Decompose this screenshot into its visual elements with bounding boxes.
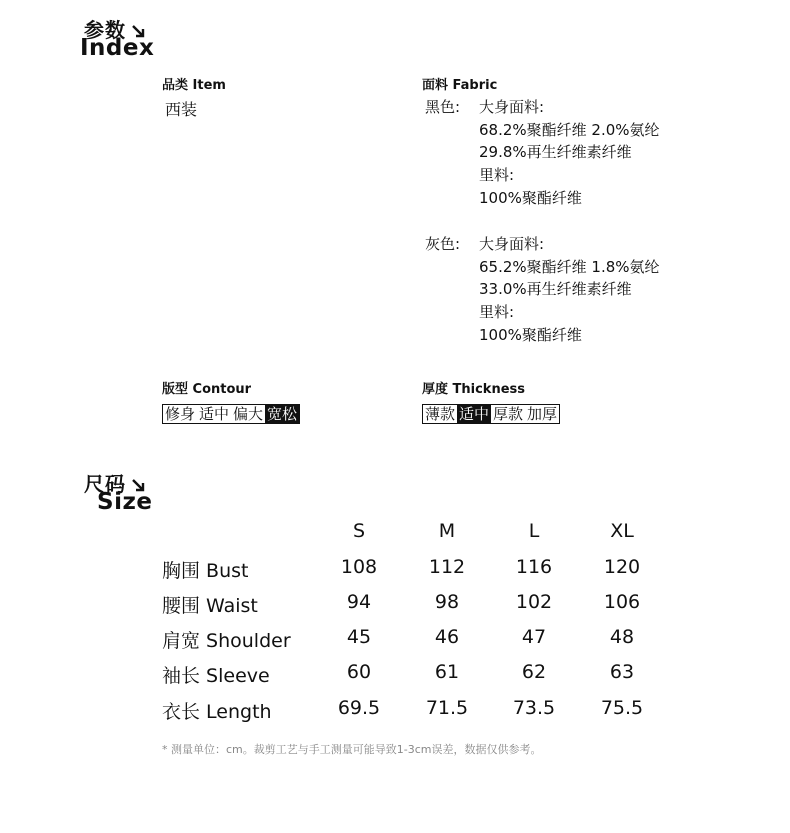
size-title-cn: 尺码 <box>84 468 146 497</box>
col-header-m: M <box>438 520 456 542</box>
col-header-s: S <box>352 520 366 542</box>
fabric-line: 68.2%聚酯纤维 2.0%氨纶 <box>479 120 660 139</box>
fabric-line: 里料: <box>479 166 515 185</box>
item-label: 品类 Item <box>162 78 226 93</box>
fabric-line: 里料: <box>479 303 515 322</box>
fabric-line: 29.8%再生纤维素纤维 <box>479 143 632 162</box>
table-cell: 116 <box>515 556 553 578</box>
contour-options <box>162 404 300 424</box>
size-title-en: Size <box>97 489 153 515</box>
table-cell: 45 <box>346 626 372 648</box>
table-cell: 98 <box>434 591 460 613</box>
table-cell: 75.5 <box>600 697 644 719</box>
fabric-gray-color: 灰色: <box>425 235 461 253</box>
row-label-shoulder: 肩宽 Shoulder <box>162 630 291 652</box>
fabric-label: 面料 Fabric <box>422 78 498 93</box>
contour-label: 版型 Contour <box>162 382 252 397</box>
fabric-black-color: 黑色: <box>425 98 461 116</box>
fabric-gray-details <box>479 233 660 347</box>
contour-option-regular: 适中 <box>199 405 230 423</box>
table-cell: 94 <box>346 591 372 613</box>
thickness-option-thin: 薄款 <box>425 405 456 423</box>
table-cell: 47 <box>521 626 547 648</box>
fabric-line: 大身面料: <box>479 98 545 116</box>
col-header-xl: XL <box>610 520 634 542</box>
row-label-length: 衣长 Length <box>162 701 272 723</box>
col-header-l: L <box>528 520 540 542</box>
measurement-note: * 测量单位：cm。裁剪工艺与手工测量可能导致1-3cm误差，数据仅供参考。 <box>162 743 542 756</box>
table-cell: 60 <box>346 661 372 683</box>
table-cell: 62 <box>521 661 547 683</box>
fabric-line: 大身面料: <box>479 235 545 253</box>
row-label-bust: 胸围 Bust <box>162 560 249 582</box>
row-label-sleeve: 袖长 Sleeve <box>162 665 270 687</box>
table-cell: 102 <box>515 591 553 613</box>
thickness-option-extra-thick: 加厚 <box>527 405 558 423</box>
table-cell: 120 <box>603 556 641 578</box>
fabric-line: 65.2%聚酯纤维 1.8%氨纶 <box>479 257 660 276</box>
contour-option-large: 偏大 <box>233 405 264 423</box>
row-label-waist: 腰围 Waist <box>162 595 258 617</box>
contour-option-slim: 修身 <box>165 405 196 423</box>
fabric-black-details <box>479 96 660 210</box>
thickness-options <box>422 404 560 424</box>
thickness-label: 厚度 Thickness <box>422 382 526 397</box>
index-title-en: Index <box>80 35 155 61</box>
table-cell: 112 <box>428 556 466 578</box>
contour-option-loose: 宽松 <box>267 405 298 423</box>
table-cell: 71.5 <box>425 697 469 719</box>
thickness-option-thick: 厚款 <box>493 405 524 423</box>
table-cell: 69.5 <box>337 697 381 719</box>
index-title-cn: 参数 <box>84 14 146 43</box>
fabric-line: 100%聚酯纤维 <box>479 188 582 207</box>
table-cell: 108 <box>340 556 378 578</box>
fabric-line: 33.0%再生纤维素纤维 <box>479 280 632 299</box>
item-value: 西装 <box>165 100 198 119</box>
table-cell: 106 <box>603 591 641 613</box>
table-cell: 63 <box>609 661 635 683</box>
table-cell: 61 <box>434 661 460 683</box>
table-cell: 73.5 <box>512 697 556 719</box>
table-cell: 46 <box>434 626 460 648</box>
fabric-line: 100%聚酯纤维 <box>479 325 582 344</box>
thickness-option-medium: 适中 <box>459 405 490 423</box>
table-cell: 48 <box>609 626 635 648</box>
